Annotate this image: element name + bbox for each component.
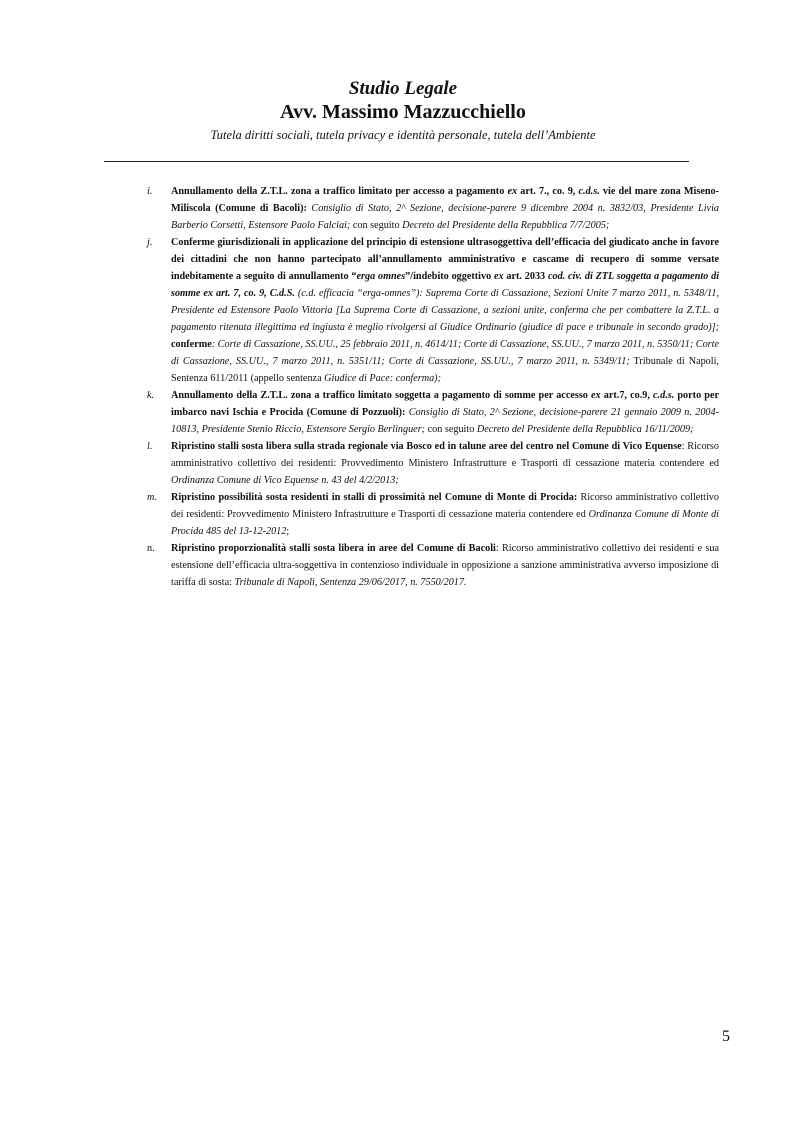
text-run: ”/indebito oggettivo — [405, 271, 494, 282]
text-run: conferme — [171, 339, 212, 350]
text-run: (c.d. efficacia “erga-omnes”): Suprema Corte di Cassazione, Sezioni Unite 7 marzo 2011, n. 5348/11, Presidente ed Estensore Paolo Vittoria [La Suprema Corte di Cassazione, a sezioni unite, conferma che per combattere la Z.T.L. a pagamento ritenuta illegittima ed ingiusta è meglio rivolgersi al Giudice Ordinario (giudice di pace e tribunale in secondo grado)]; — [171, 288, 720, 333]
text-run: erga omnes — [356, 271, 406, 282]
text-run: art. 7., co. 9, — [517, 186, 579, 197]
text-run: : Ricorso amministrativo collettivo dei residenti: Provvedimento Ministero Infrastrutture e Trasporti di cessazione materia contendere ed — [171, 441, 719, 469]
text-run: Ripristino stalli sosta libera sulla strada regionale via Bosco ed in talune aree del centro nel Comune di Vico Equense — [171, 441, 682, 452]
text-run: Tribunale di Napoli, Sentenza 611/2011 (appello sentenza — [171, 356, 719, 384]
text-run: : Ricorso amministrativo collettivo dei residenti e sua estensione dell’efficacia ultra-soggettiva in contenzioso individuale in opposizione a sanzione amministrativa avverso imposizione di tariffa di sosta: — [171, 543, 719, 588]
case-entry-k — [143, 387, 719, 438]
text-run: con seguito — [425, 424, 477, 435]
text-run: con seguito — [350, 220, 403, 231]
case-list — [143, 183, 719, 591]
case-text — [171, 390, 719, 435]
text-run: Ripristino possibilità sosta residenti in stalli di prossimità nel Comune di Monte di Procida: — [171, 492, 578, 503]
text-run: art. 2033 — [503, 271, 548, 282]
case-entry-m — [143, 489, 719, 540]
text-run: c.d.s. — [653, 390, 675, 401]
text-run: Tribunale di Napoli, Sentenza 29/06/2017, n. 7550/2017. — [234, 577, 467, 588]
text-run: Conferme giurisdizionali in applicazione del principio di estensione ultrasoggettiva dell’efficacia del giudicato anche in favore dei cittadini che non hanno partecipato all’annullamento amministrativo e cascame di recupero di somme versate indebitamente a seguito di annullamento “ — [171, 237, 719, 282]
case-text — [171, 441, 719, 486]
text-run: c.d.s. — [578, 186, 600, 197]
firm-name: Studio Legale — [348, 78, 458, 99]
text-run: Consiglio di Stato, 2^ Sezione, decisione-parere 9 dicembre 2004 n. 3832/03, Presidente Livia Barberio Corsetti, Estensore Paolo Falciai; — [171, 203, 719, 231]
text-run: ex — [507, 186, 518, 197]
text-run: Annullamento della Z.T.L. zona a traffico limitato soggetta a pagamento di somme per accesso — [171, 390, 592, 401]
text-run: ex — [493, 271, 504, 282]
text-run: cod. civ. di ZTL soggetta a pagamento di somme ex art. 7, co. 9, C.d.S. — [171, 271, 720, 299]
firm-tagline: Tutela diritti sociali, tutela privacy e identità personale, tutela dell’Ambiente — [210, 128, 596, 142]
text-run: Ripristino proporzionalità stalli sosta libera in aree del Comune di Bacoli — [171, 543, 496, 554]
text-run: vie del mare zona Miseno-Miliscola (Comune di Bacoli): — [171, 186, 719, 214]
text-run: Ordinanza Comune di Monte di Procida 485 del 13-12-2012 — [171, 509, 719, 537]
case-text — [171, 186, 719, 231]
case-marker: i. — [147, 186, 153, 197]
text-run: porto per imbarco navi Ischia e Procida (Comune di Pozzuoli): — [171, 390, 719, 418]
case-text — [171, 543, 719, 588]
text-run: Decreto del Presidente della Repubblica 16/11/2009; — [476, 424, 694, 435]
text-run: Giudice di Pace: conferma); — [324, 373, 441, 384]
text-run: Decreto del Presidente della Repubblica 7/7/2005; — [402, 220, 610, 231]
case-marker: j. — [147, 237, 153, 248]
text-run: Ricorso amministrativo collettivo dei residenti: Provvedimento Ministero Infrastrutture e Trasporti di cessazione materia contendere ed — [171, 492, 719, 520]
text-run: ex — [591, 390, 601, 401]
case-marker: l. — [147, 441, 153, 452]
header-divider — [104, 161, 689, 162]
letterhead — [0, 78, 794, 144]
lawyer-name: Avv. Massimo Mazzucchiello — [280, 101, 526, 123]
case-text — [171, 237, 719, 384]
case-entry-l — [143, 438, 719, 489]
case-entry-i — [143, 183, 719, 234]
text-run: Ordinanza Comune di Vico Equense n. 43 del 4/2/2013; — [171, 475, 399, 486]
text-run: : Corte di Cassazione, SS.UU., 25 febbraio 2011, n. 4614/11; Corte di Cassazione, SS.UU., 7 marzo 2011, n. 5350/11; Corte di Cassazione, SS.UU., 7 marzo 2011, n. 5351/11; Corte di Cassazione, SS.UU., 7 marzo 2011, n. 5349/11; — [171, 339, 719, 367]
page-number: 5 — [722, 1028, 730, 1045]
text-run: Annullamento della Z.T.L. zona a traffico limitato per accesso a pagamento — [171, 186, 508, 197]
case-marker: n. — [147, 543, 155, 554]
text-run: art.7, co.9, — [600, 390, 654, 401]
case-marker: m. — [147, 492, 157, 503]
case-entry-n — [143, 540, 719, 591]
text-run: ; — [286, 526, 290, 537]
text-run: Consiglio di Stato, 2^ Sezione, decisione-parere 21 gennaio 2009 n. 2004-10813, Presidente Stenio Riccio, Estensore Sergio Berlinguer; — [171, 407, 720, 435]
case-entry-j — [143, 234, 719, 387]
case-marker: k. — [147, 390, 155, 401]
case-text — [171, 492, 719, 537]
